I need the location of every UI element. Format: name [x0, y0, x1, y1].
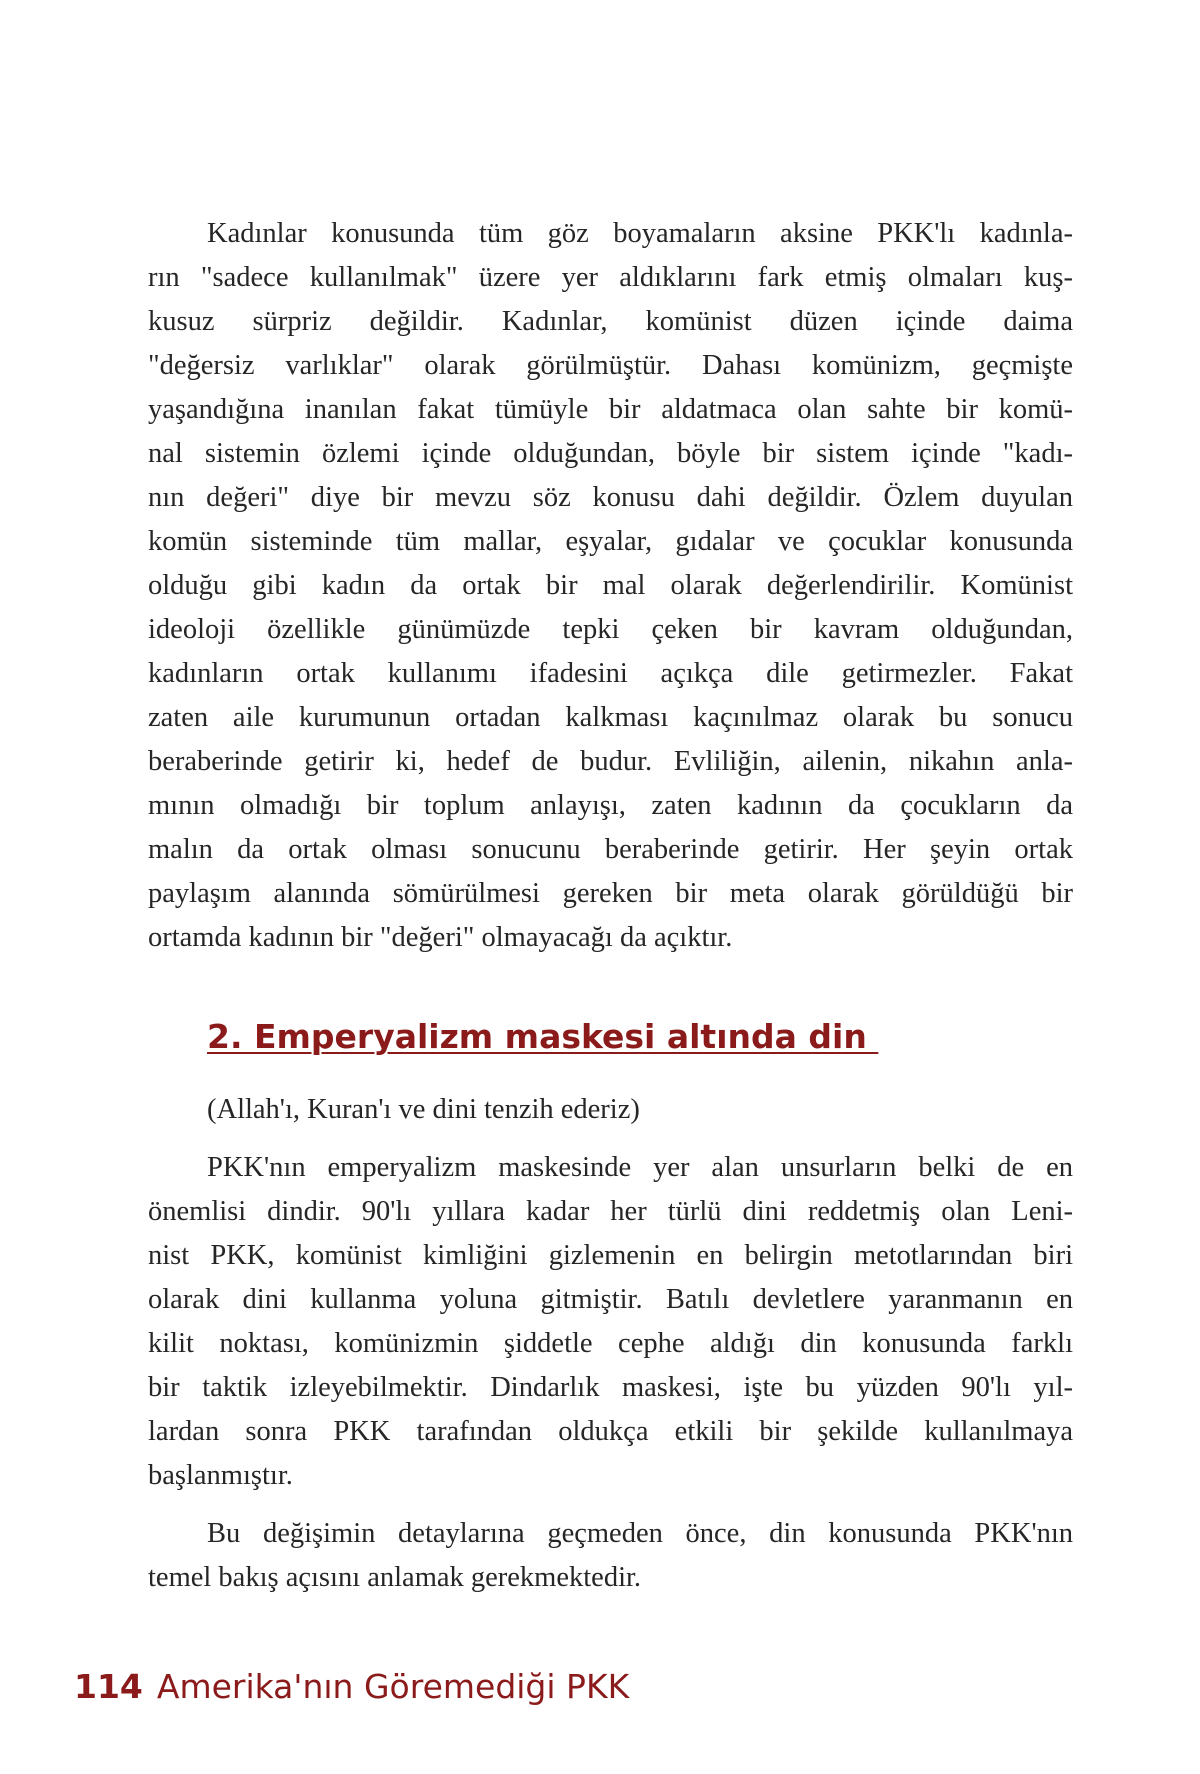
page-footer: [74, 1665, 629, 1709]
section-subtitle: (Allah'ı, Kuran'ı ve dini tenzih ederiz): [207, 1094, 640, 1125]
section-heading: 2. Emperyalizm maskesi altında din: [207, 1017, 879, 1056]
page-number: 114: [74, 1667, 143, 1706]
text-line: komün sisteminde tüm mallar, eşyalar, gıdalar ve çocuklar konusunda: [148, 526, 1073, 557]
text-line: rın "sadece kullanılmak" üzere yer aldıklarını fark etmiş olmaları kuş-: [148, 262, 1073, 293]
text-line: olduğu gibi kadın da ortak bir mal olarak değerlendirilir. Komünist: [148, 570, 1073, 601]
text-line: paylaşım alanında sömürülmesi gereken bir meta olarak görüldüğü bir: [148, 878, 1073, 909]
text-line: Bu değişimin detaylarına geçmeden önce, din konusunda PKK'nın: [207, 1518, 1073, 1549]
text-line: ideoloji özellikle günümüzde tepki çeken bir kavram olduğundan,: [148, 614, 1073, 645]
text-line: PKK'nın emperyalizm maskesinde yer alan unsurların belki de en: [207, 1152, 1073, 1183]
text-line: başlanmıştır.: [148, 1460, 293, 1491]
text-line: yaşandığına inanılan fakat tümüyle bir aldatmaca olan sahte bir komü-: [148, 394, 1073, 425]
text-line: nın değeri" diye bir mevzu söz konusu dahi değildir. Özlem duyulan: [148, 482, 1073, 513]
text-line: Kadınlar konusunda tüm göz boyamaların aksine PKK'lı kadınla-: [207, 218, 1073, 249]
text-line: kadınların ortak kullanımı ifadesini açıkça dile getirmezler. Fakat: [148, 658, 1073, 689]
text-line: mının olmadığı bir toplum anlayışı, zaten kadının da çocukların da: [148, 790, 1073, 821]
text-line: kilit noktası, komünizmin şiddetle cephe aldığı din konusunda farklı: [148, 1328, 1073, 1359]
text-line: nist PKK, komünist kimliğini gizlemenin en belirgin metotlarından biri: [148, 1240, 1073, 1271]
text-line: malın da ortak olması sonucunu beraberinde getirir. Her şeyin ortak: [148, 834, 1073, 865]
text-line: olarak dini kullanma yoluna gitmiştir. Batılı devletlere yaranmanın en: [148, 1284, 1073, 1315]
text-line: lardan sonra PKK tarafından oldukça etkili bir şekilde kullanılmaya: [148, 1416, 1073, 1447]
text-line: temel bakış açısını anlamak gerekmektedir.: [148, 1562, 642, 1593]
text-line: ortamda kadının bir "değeri" olmayacağı da açıktır.: [148, 922, 733, 953]
text-line: beraberinde getirir ki, hedef de budur. Evliliğin, ailenin, nikahın anla-: [148, 746, 1073, 777]
text-line: nal sistemin özlemi içinde olduğundan, böyle bir sistem içinde "kadı-: [148, 438, 1073, 469]
text-line: önemlisi dindir. 90'lı yıllara kadar her türlü dini reddetmiş olan Leni-: [148, 1196, 1073, 1227]
text-line: zaten aile kurumunun ortadan kalkması kaçınılmaz olarak bu sonucu: [148, 702, 1073, 733]
book-title: Amerika'nın Göremediği PKK: [156, 1667, 630, 1706]
text-line: kusuz sürpriz değildir. Kadınlar, komünist düzen içinde daima: [148, 306, 1073, 337]
text-line: bir taktik izleyebilmektir. Dindarlık maskesi, işte bu yüzden 90'lı yıl-: [148, 1372, 1073, 1403]
text-line: "değersiz varlıklar" olarak görülmüştür. Dahası komünizm, geçmişte: [148, 350, 1073, 381]
